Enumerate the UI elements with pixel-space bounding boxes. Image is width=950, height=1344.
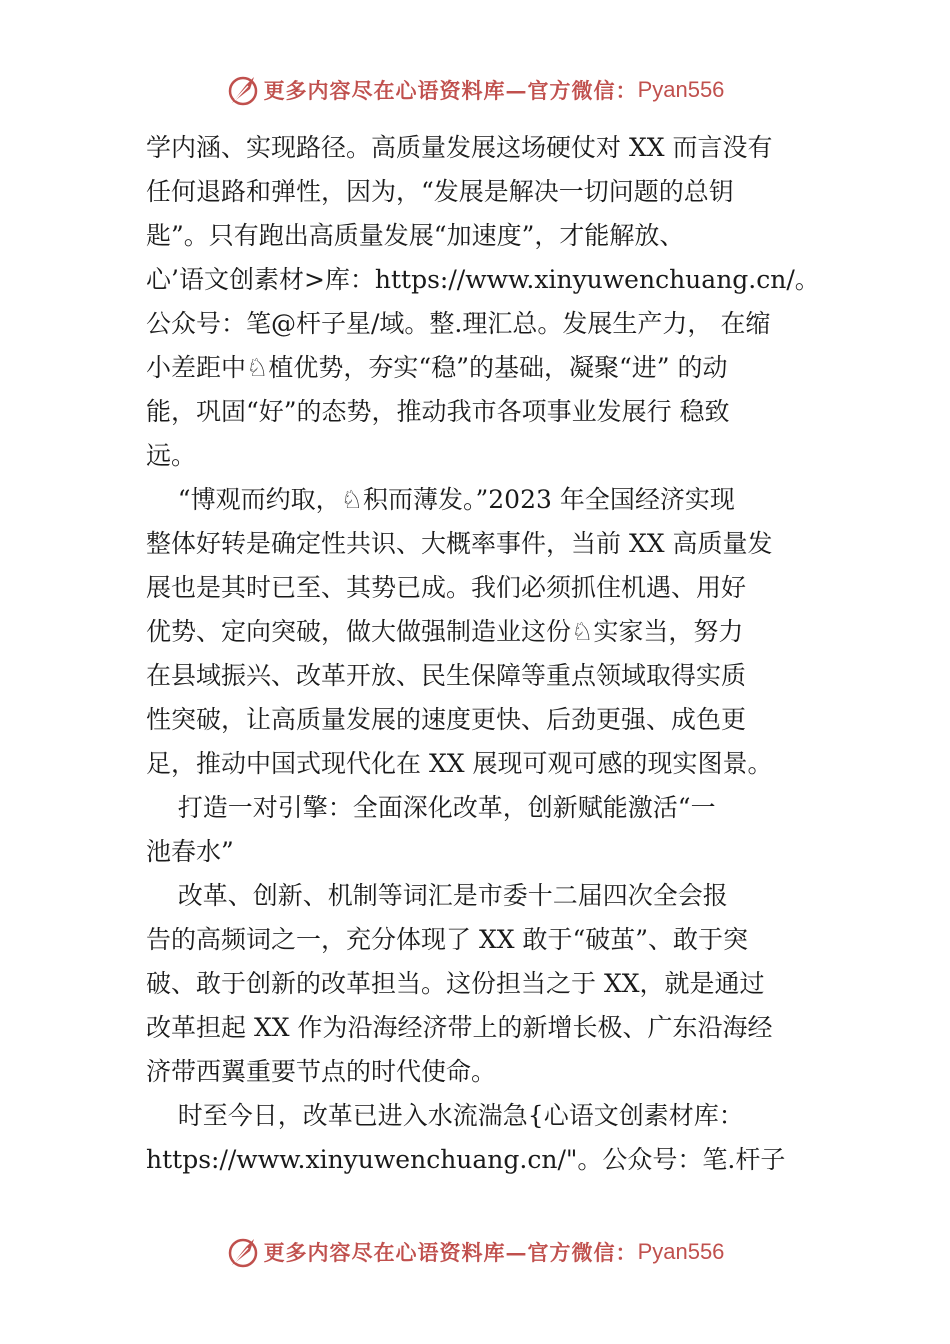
body-line: 能，巩固“好”的态势，推动我市各项事业发展行 稳致 xyxy=(146,397,730,426)
header-banner-text: 更多内容尽在心语资料库—官方微信： xyxy=(263,78,638,103)
body-line: 学内涵、实现路径。高质量发展这场硬仗对 XX 而言没有 xyxy=(146,133,773,162)
body-line: 济带西翼重要节点的时代使命。 xyxy=(146,1057,497,1086)
body-line: 改革担起 XX 作为沿海经济带上的新增长极、广东沿海经 xyxy=(146,1013,773,1042)
body-line: 时至今日，改革已进入水流湍急{心语文创素材库： xyxy=(146,1101,744,1130)
quill-pen-logo-icon xyxy=(226,73,260,107)
body-line: 公众号：笔@杆子星/域。整.理汇总。发展生产力， 在缩 xyxy=(146,309,771,338)
body-line: 展也是其时已至、其势已成。我们必须抓住机遇、用好 xyxy=(146,573,747,602)
footer-banner xyxy=(0,1232,950,1272)
body-line: 打造一对引擎：全面深化改革，创新赋能激活“一 xyxy=(146,793,716,822)
body-line: 小差距中♘植优势，夯实“稳”的基础，凝聚“进” 的动 xyxy=(146,353,728,382)
body-line: 告的高频词之一，充分体现了 XX 敢于“破茧”、敢于突 xyxy=(146,925,749,954)
body-line: 心’语文创素材>库：https://www.xinyuwenchuang.cn/。 xyxy=(146,265,820,294)
body-line: 整体好转是确定性共识、大概率事件，当前 XX 高质量发 xyxy=(146,529,773,558)
body-line: 优势、定向突破，做大做强制造业这份♘实家当，努力 xyxy=(146,617,744,646)
body-line: 性突破，让高质量发展的速度更快、后劲更强、成色更 xyxy=(146,705,747,734)
header-banner xyxy=(0,70,950,110)
body-line: 匙”。只有跑出高质量发展“加速度”，才能解放、 xyxy=(146,221,685,250)
document-body xyxy=(146,126,846,1182)
body-line: 池春水” xyxy=(146,837,234,866)
quill-pen-logo-icon xyxy=(226,1235,260,1269)
footer-banner-text: 更多内容尽在心语资料库—官方微信： xyxy=(263,1240,638,1265)
body-line: 任何退路和弹性，因为，“发展是解决一切问题的总钥 xyxy=(146,177,734,206)
body-line: 足，推动中国式现代化在 XX 展现可观可感的现实图景。 xyxy=(146,749,773,778)
body-line: https://www.xinyuwenchuang.cn/"。公众号：笔.杆子 xyxy=(146,1145,786,1174)
body-line: 在县域振兴、改革开放、民生保障等重点领域取得实质 xyxy=(146,661,747,690)
body-line: 破、敢于创新的改革担当。这份担当之于 XX，就是通过 xyxy=(146,969,765,998)
footer-wechat-id: Pyan556 xyxy=(637,1239,725,1264)
body-line: “博观而约取，♘积而薄发。”2023 年全国经济实现 xyxy=(146,485,735,514)
header-wechat-id: Pyan556 xyxy=(637,77,725,102)
body-line: 远。 xyxy=(146,441,197,470)
body-line: 改革、创新、机制等词汇是市委十二届四次全会报 xyxy=(146,881,728,910)
